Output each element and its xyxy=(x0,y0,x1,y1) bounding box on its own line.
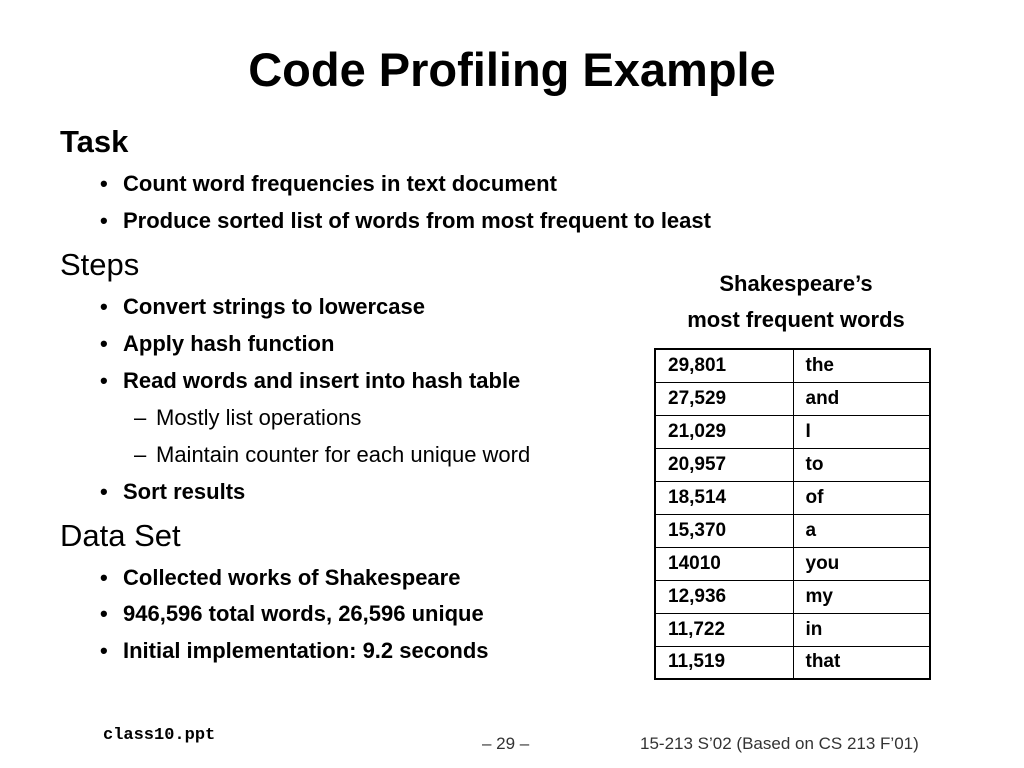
bullet-item xyxy=(100,330,334,358)
bullet-text: 946,596 total words, 26,596 unique xyxy=(123,601,484,626)
bullet-text: Produce sorted list of words from most frequent to least xyxy=(123,208,711,233)
bullet-symbol: • xyxy=(100,565,108,590)
bullet-text: Apply hash function xyxy=(123,331,335,356)
bullet-text: Read words and insert into hash table xyxy=(123,368,521,393)
word-cell: that xyxy=(793,646,930,679)
table-row xyxy=(655,547,930,580)
section-heading-steps: Steps xyxy=(60,247,140,282)
section-heading-dataset: Data Set xyxy=(60,518,181,553)
bullet-text: Collected works of Shakespeare xyxy=(123,565,461,590)
table-row xyxy=(655,415,930,448)
word-cell: my xyxy=(793,580,930,613)
dash-symbol: – xyxy=(134,442,147,467)
word-cell: to xyxy=(793,448,930,481)
footer-filename: class10.ppt xyxy=(103,726,216,745)
table-row xyxy=(655,613,930,646)
word-cell: the xyxy=(793,349,930,382)
slide-title: Code Profiling Example xyxy=(248,43,776,96)
bullet-symbol: • xyxy=(100,368,108,393)
table-row xyxy=(655,382,930,415)
count-cell: 11,722 xyxy=(655,613,793,646)
table-row xyxy=(655,514,930,547)
bullet-symbol: • xyxy=(100,601,108,626)
bullet-symbol: • xyxy=(100,171,108,196)
table-row xyxy=(655,580,930,613)
footer-course-label: 15-213 S’02 (Based on CS 213 F’01) xyxy=(640,734,919,753)
bullet-item xyxy=(100,478,245,506)
count-cell: 11,519 xyxy=(655,646,793,679)
table-caption-line2: most frequent words xyxy=(687,307,905,332)
word-cell: in xyxy=(793,613,930,646)
bullet-symbol: • xyxy=(100,479,108,504)
table-row xyxy=(655,481,930,514)
count-cell: 15,370 xyxy=(655,514,793,547)
word-cell: you xyxy=(793,547,930,580)
sub-item-text: Maintain counter for each unique word xyxy=(156,442,531,467)
sub-item-text: Mostly list operations xyxy=(156,405,362,430)
bullet-item xyxy=(100,293,425,321)
sub-item xyxy=(134,404,361,432)
table-caption-line1: Shakespeare’s xyxy=(719,271,873,296)
bullet-text: Sort results xyxy=(123,479,246,504)
count-cell: 21,029 xyxy=(655,415,793,448)
bullet-item xyxy=(100,367,520,395)
bullet-text: Initial implementation: 9.2 seconds xyxy=(123,638,489,663)
bullet-item xyxy=(100,170,557,198)
word-cell: and xyxy=(793,382,930,415)
bullet-text: Count word frequencies in text document xyxy=(123,171,557,196)
count-cell: 27,529 xyxy=(655,382,793,415)
table-row xyxy=(655,349,930,382)
word-frequency-table xyxy=(654,348,931,680)
bullet-symbol: • xyxy=(100,331,108,356)
count-cell: 12,936 xyxy=(655,580,793,613)
count-cell: 29,801 xyxy=(655,349,793,382)
count-cell: 20,957 xyxy=(655,448,793,481)
bullet-item xyxy=(100,600,484,628)
table-row xyxy=(655,646,930,679)
bullet-item xyxy=(100,564,460,592)
bullet-item xyxy=(100,207,711,235)
bullet-symbol: • xyxy=(100,294,108,319)
table-row xyxy=(655,448,930,481)
bullet-symbol: • xyxy=(100,638,108,663)
bullet-symbol: • xyxy=(100,208,108,233)
footer-page-number: – 29 – xyxy=(482,734,530,753)
dash-symbol: – xyxy=(134,405,147,430)
section-heading-task: Task xyxy=(60,124,129,159)
word-cell: I xyxy=(793,415,930,448)
count-cell: 14010 xyxy=(655,547,793,580)
sub-item xyxy=(134,441,530,469)
bullet-text: Convert strings to lowercase xyxy=(123,294,425,319)
count-cell: 18,514 xyxy=(655,481,793,514)
bullet-item xyxy=(100,637,489,665)
word-cell: a xyxy=(793,514,930,547)
word-cell: of xyxy=(793,481,930,514)
